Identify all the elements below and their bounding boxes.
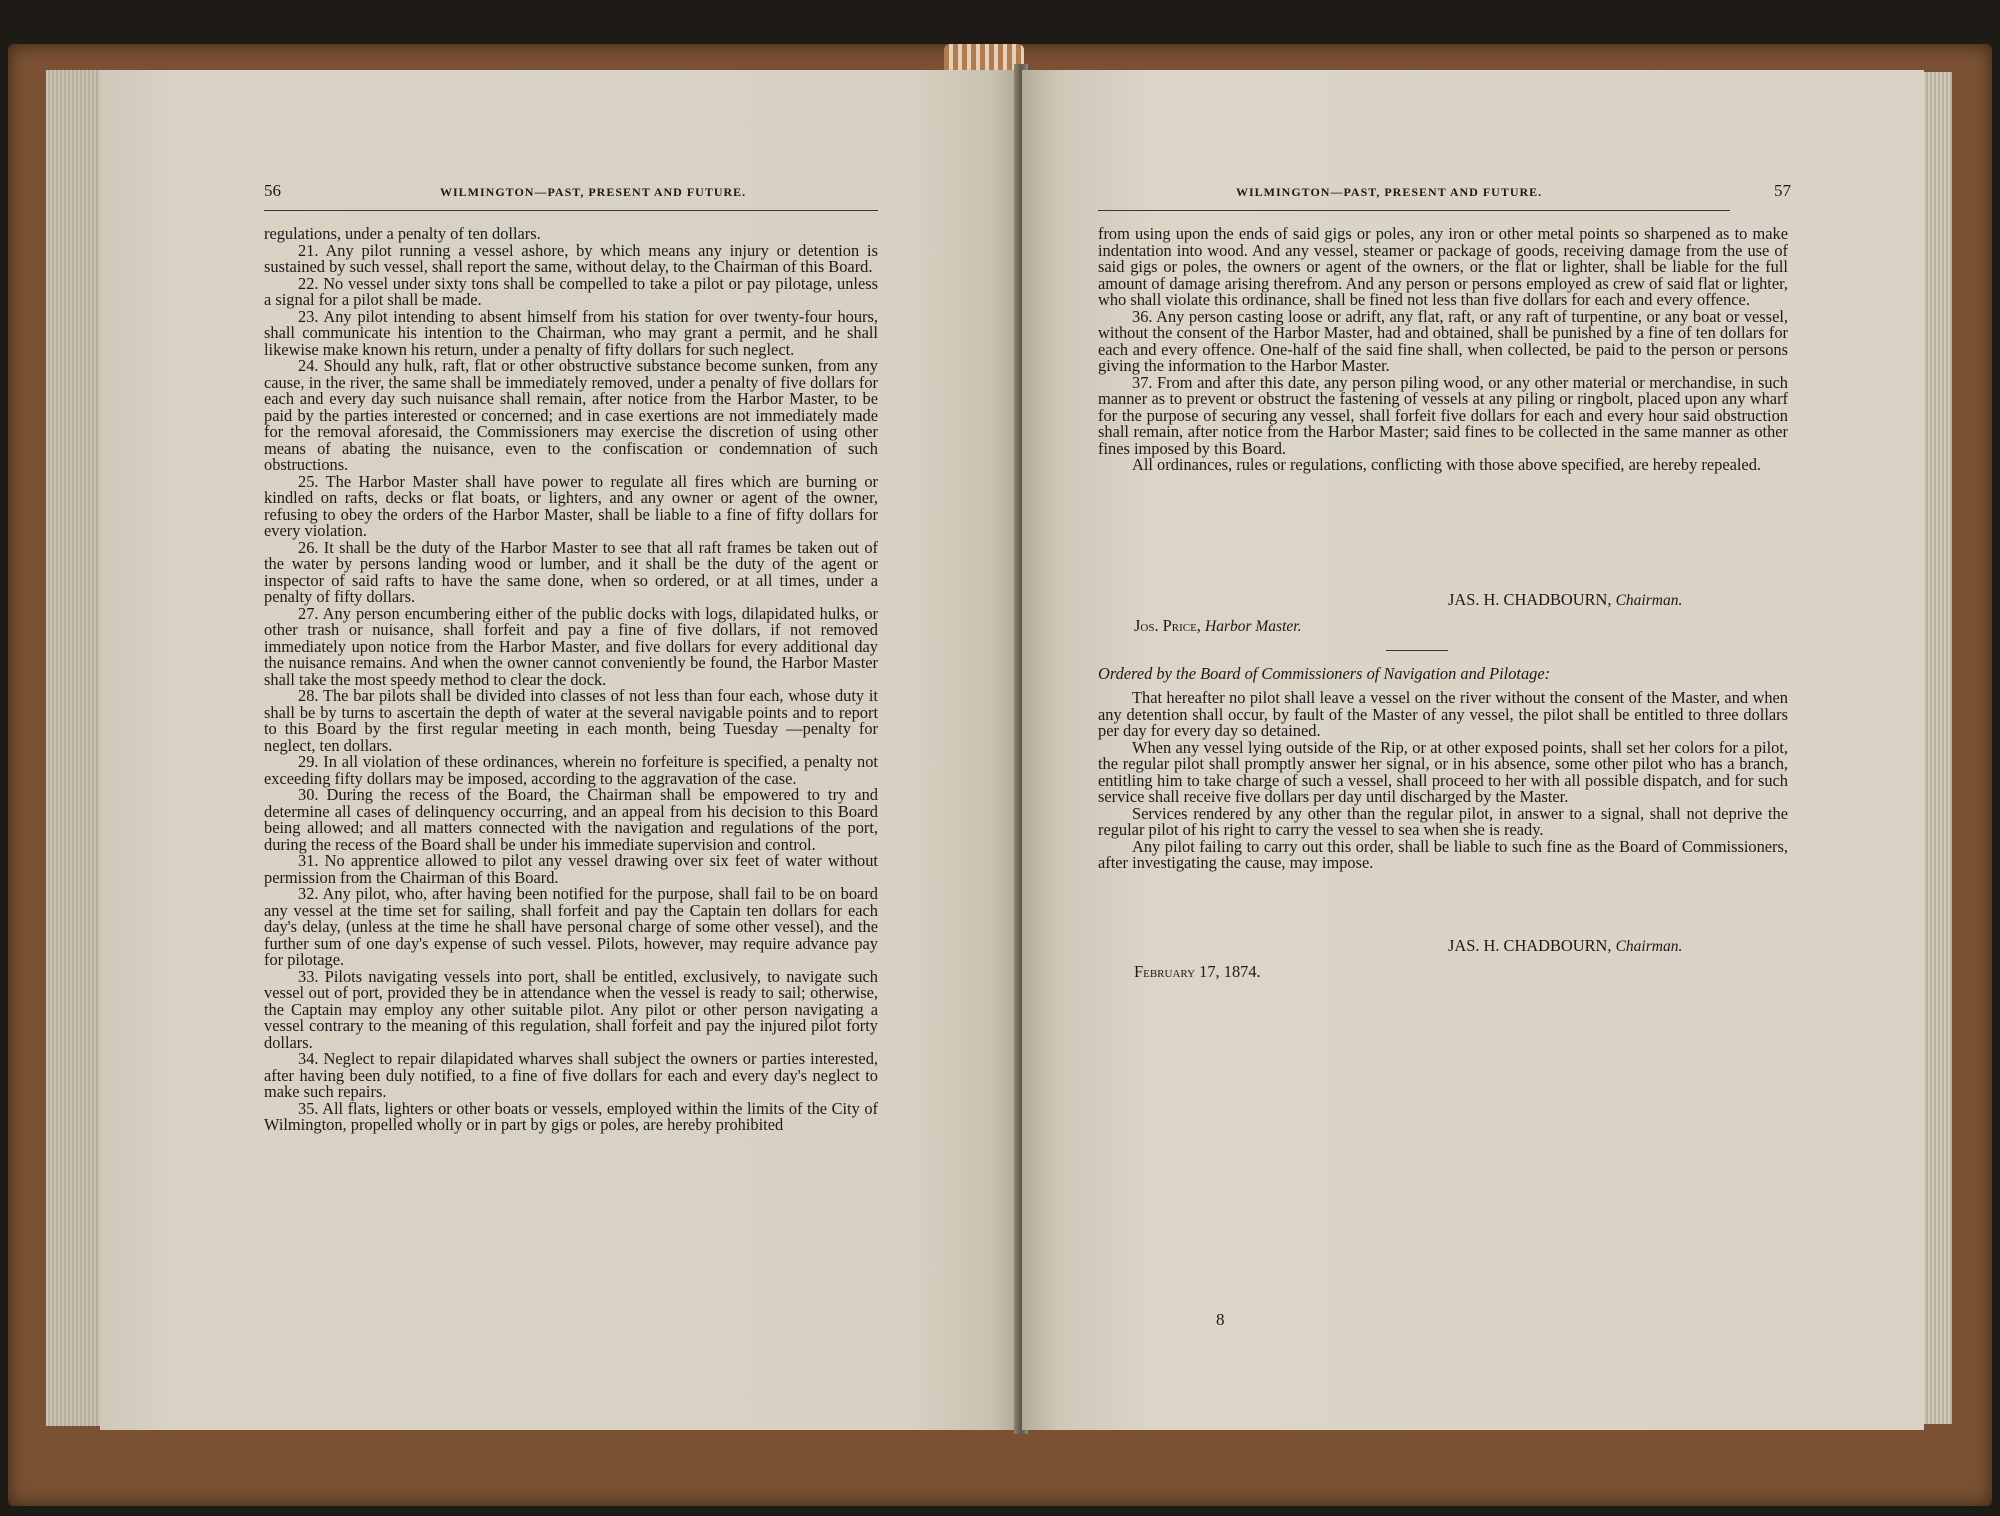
paragraph: 31. No apprentice allowed to pilot any vessel drawing over six feet of water without permission from the Chairman of this Board. [264, 851, 878, 887]
left-header-rule [264, 210, 878, 211]
paragraph: 33. Pilots navigating vessels into port, shall be entitled, exclusively, to navigate such vessel out of port, provided they be in attendance when the vessel is ready to sail; otherwise, the Captain may employ any other suitable pilot. Any pilot or other person navigating a vessel contrary to the meaning of this regulation, shall forfeit and pay the injured pilot forty dollars. [264, 966, 878, 1052]
signature-chairman-2 [1448, 936, 1682, 956]
paragraph: 34. Neglect to repair dilapidated wharves shall subject the owners or parties interested, after having been duly notified, to a fine of five dollars for each and every day's neglect to make such repairs. [264, 1049, 878, 1101]
harbor-master-title: Harbor Master. [1205, 618, 1302, 635]
paragraph: 26. It shall be the duty of the Harbor Master to see that all raft frames be taken out of the water by persons landing wood or lumber, and it shall be the duty of the agent or inspector of said rafts to have the same done, when so ordered, or at all times, under a penalty of fifty dollars. [264, 537, 878, 606]
paragraph: 37. From and after this date, any person piling wood, or any other material or merchandise, in such manner as to prevent or obstruct the fastening of vessels at any piling or ringbolt, placed upon any wharf for the purpose of securing any vessel, shall forfeit five dollars for each and every hour said obstruction shall remain, after notice from the Harbor Master; said fines to be collected in the same manner as other fines imposed by this Board. [1098, 372, 1788, 458]
signature-mark: 8 [1216, 1310, 1225, 1329]
section-divider [1386, 650, 1448, 651]
paragraph: regulations, under a penalty of ten dollars. [264, 224, 541, 243]
left-page-header [264, 183, 924, 213]
paragraph: 23. Any pilot intending to absent himself from his station for over twenty-four hours, shall communicate his intention to the Chairman, who may grant a permit, and he shall likewise make known his return, under a penalty of fifty dollars for such neglect. [264, 306, 878, 359]
paragraph: 22. No vessel under sixty tons shall be compelled to take a pilot or pay pilotage, unless a signal for a pilot shall be made. [264, 273, 878, 309]
harbor-master-name: Jos. Price, [1134, 616, 1201, 635]
paragraph: 32. Any pilot, who, after having been notified for the purpose, shall fail to be on board any vessel at the time set for sailing, shall forfeit and pay the Captain ten dollars for each day's delay, (unless at the time he shall have personal charge of some other vessel), and the further sum of one day's expense of such vessel. Pilots, however, may require advance pay for pilotage. [264, 884, 878, 969]
signature-title-2: Chairman. [1615, 938, 1683, 955]
right-page-number: 57 [1774, 181, 1791, 200]
paragraph: Services rendered by any other than the regular pilot, in answer to a signal, shall not deprive the regular pilot of his right to carry the vessel to sea when she is ready. [1098, 803, 1788, 839]
left-page [100, 70, 1020, 1430]
right-page [1022, 70, 1924, 1430]
paragraph: 29. In all violation of these ordinances, wherein no forfeiture is specified, a penalty not exceeding fifty dollars may be imposed, according to the aggravation of the case. [264, 752, 878, 788]
right-body-text [1098, 226, 1788, 474]
right-header-rule [1098, 210, 1730, 211]
signature-name-1: JAS. H. CHADBOURN, [1448, 590, 1612, 609]
paragraph: When any vessel lying outside of the Rip, or at other exposed points, shall set her colors for a pilot, the regular pilot shall promptly answer her signal, or in his absence, some other pilot who has a branch, entitling him to take charge of such a vessel, shall proceed to her with all possible dispatch, and for such service shall receive five dollars per day until discharged by the Master. [1098, 737, 1788, 806]
paragraph: All ordinances, rules or regulations, conflicting with those above specified, are hereby repealed. [1132, 455, 1761, 474]
paragraph: 25. The Harbor Master shall have power to regulate all fires which are burning or kindled on rafts, decks or flat boats, or lighters, and any owner or agent of the owner, refusing to obey the orders of the Harbor Master, shall be liable to a fine of fifty dollars for every violation. [264, 471, 878, 540]
paragraph: 24. Should any hulk, raft, flat or other obstructive substance become sunken, from any cause, in the river, the same shall be immediately removed, under a penalty of five dollars for each and every day such nuisance shall remain, after notice from the Harbor Master, to be paid by the parties interested or concerned; and in case exertions are not immediately made for the removal aforesaid, the Commissioners may exercise the discretion of using other means of abating the nuisance, even to the confiscation or condemnation of such obstructions. [264, 356, 878, 474]
paragraph: 30. During the recess of the Board, the Chairman shall be empowered to try and determine all cases of delinquency occurring, and an appeal from his decision to this Board being allowed; and all matters connected with the navigation and regulations of the port, during the recess of the Board shall be under his immediate supervision and control. [264, 785, 878, 854]
paragraph: 35. All flats, lighters or other boats or vessels, employed within the limits of the City of Wilmington, propelled wholly or in part by gigs or poles, are hereby prohibited [264, 1098, 878, 1134]
paragraph: That hereafter no pilot shall leave a vessel on the river without the consent of the Master, and when any detention shall occur, by fault of the Master of any vessel, the pilot shall be entitled to three dollars per day for every day so detained. [1098, 688, 1788, 740]
signature-harbor-master [1134, 616, 1301, 636]
paragraph: 21. Any pilot running a vessel ashore, by which means any injury or detention is sustained by such vessel, shall report the same, without delay, to the Chairman of this Board. [264, 240, 878, 276]
paragraph: Any pilot failing to carry out this order, shall be liable to such fine as the Board of Commissioners, after investigating the cause, may impose. [1098, 836, 1788, 872]
signature-title-1: Chairman. [1615, 592, 1683, 609]
left-page-number: 56 [264, 181, 281, 200]
order-body-text [1098, 690, 1788, 872]
paragraph: from using upon the ends of said gigs or poles, any iron or other metal points so sharpened as to make indentation into wood. And any vessel, steamer or package of goods, receiving damage from the use of said gigs or poles, the owners or agent of the owners, or the flat or lighter, shall be liable for the full amount of damage arising therefrom. And any person or persons employed as crew of said flat or lighter, who shall violate this ordinance, shall be fined not less than five dollars for each and every offence. [1098, 224, 1788, 309]
left-body-text [264, 226, 878, 1134]
right-page-header [1098, 183, 1828, 213]
paragraph: 28. The bar pilots shall be divided into classes of not less than four each, whose duty it shall be by turns to ascertain the depth of water at the several navigable points and to report to this Board by the first regular meeting in each month, being Tuesday —penalty for neglect, ten dollars. [264, 686, 878, 755]
order-date: February 17, 1874. [1134, 962, 1261, 981]
signature-name-2: JAS. H. CHADBOURN, [1448, 936, 1612, 955]
order-heading: Ordered by the Board of Commissioners of Navigation and Pilotage: [1098, 664, 1551, 683]
paragraph: 27. Any person encumbering either of the public docks with logs, dilapidated hulks, or other trash or nuisance, shall forfeit and pay a fine of five dollars, if not removed immediately upon notice from the Harbor Master, and five dollars for every additional day the nuisance remains. And when the owner cannot conveniently be found, the Harbor Master shall take the most speedy method to clear the dock. [264, 603, 878, 689]
right-running-title: WILMINGTON—PAST, PRESENT AND FUTURE. [1236, 185, 1543, 199]
paragraph: 36. Any person casting loose or adrift, any flat, raft, or any raft of turpentine, or any boat or vessel, without the consent of the Harbor Master, had and obtained, shall be punished by a fine of ten dollars for each and every offence. One-half of the said fine shall, when collected, be paid to the person or persons giving the information to the Harbor Master. [1098, 306, 1788, 375]
left-running-title: WILMINGTON—PAST, PRESENT AND FUTURE. [440, 185, 747, 199]
signature-chairman-1 [1448, 590, 1682, 610]
